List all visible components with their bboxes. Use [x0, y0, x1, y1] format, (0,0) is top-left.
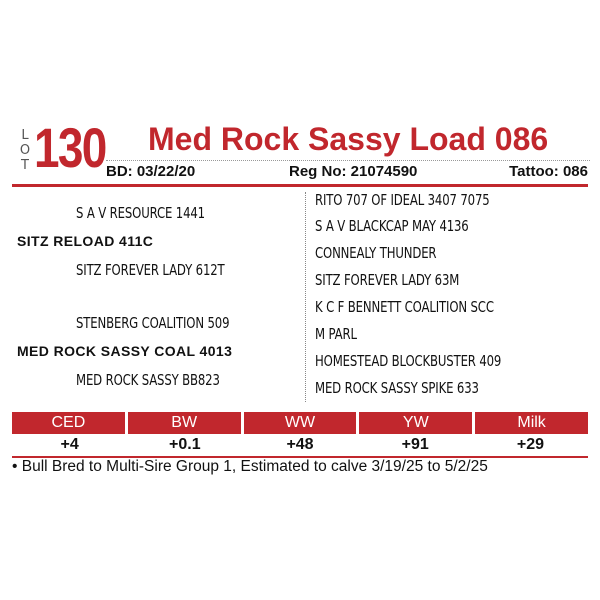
epd-value-row: [12, 434, 588, 458]
epd-value-ww: +48: [286, 436, 314, 453]
pedigree-ancestor: RITO 707 OF IDEAL 3407 7075: [315, 191, 490, 209]
registration-number: Reg No: 21074590: [289, 163, 418, 180]
lot-letter-t: T: [21, 158, 29, 173]
title-divider: [106, 160, 590, 161]
sire: SITZ RELOAD 411C: [17, 233, 154, 249]
epd-value-ced: +4: [60, 436, 79, 453]
epd-header-bw: BW: [128, 412, 244, 434]
dam: MED ROCK SASSY COAL 4013: [17, 343, 233, 359]
pedigree-ancestor: HOMESTEAD BLOCKBUSTER 409: [315, 352, 502, 370]
breeding-note: • Bull Bred to Multi-Sire Group 1, Estimated to calve 3/19/25 to 5/2/25: [12, 458, 488, 475]
epd-header-row: [12, 412, 588, 434]
info-row: [106, 163, 588, 183]
pedigree-divider: [305, 192, 306, 402]
pedigree: [12, 188, 588, 406]
dam-sire: STENBERG COALITION 509: [76, 314, 230, 332]
sire-sire: S A V RESOURCE 1441: [76, 204, 205, 222]
header-rule: [12, 184, 588, 187]
pedigree-ancestor: CONNEALY THUNDER: [315, 244, 437, 262]
epd-table: [12, 412, 588, 458]
pedigree-ancestor: S A V BLACKCAP MAY 4136: [315, 217, 469, 235]
epd-value-yw: +91: [401, 436, 429, 453]
pedigree-ancestor: MED ROCK SASSY SPIKE 633: [315, 379, 479, 397]
epd-value-milk: +29: [516, 436, 544, 453]
birth-date: BD: 03/22/20: [106, 163, 196, 180]
lot-number: 130: [34, 116, 106, 179]
lot-letter-o: O: [19, 143, 31, 158]
sire-dam: SITZ FOREVER LADY 612T: [76, 261, 225, 279]
lot-letter-l: L: [21, 128, 29, 143]
epd-header-yw: YW: [359, 412, 475, 434]
epd-header-ced: CED: [12, 412, 128, 434]
dam-dam: MED ROCK SASSY BB823: [76, 371, 220, 389]
pedigree-ancestor: M PARL: [315, 325, 357, 343]
epd-header-milk: Milk: [475, 412, 588, 434]
pedigree-ancestor: SITZ FOREVER LADY 63M: [315, 271, 460, 289]
epd-header-ww: WW: [244, 412, 360, 434]
lot-label: [18, 128, 32, 173]
animal-name: Med Rock Sassy Load 086: [148, 121, 549, 157]
tattoo: Tattoo: 086: [509, 163, 588, 180]
epd-value-bw: +0.1: [169, 436, 201, 453]
pedigree-ancestor: K C F BENNETT COALITION SCC: [315, 298, 494, 316]
